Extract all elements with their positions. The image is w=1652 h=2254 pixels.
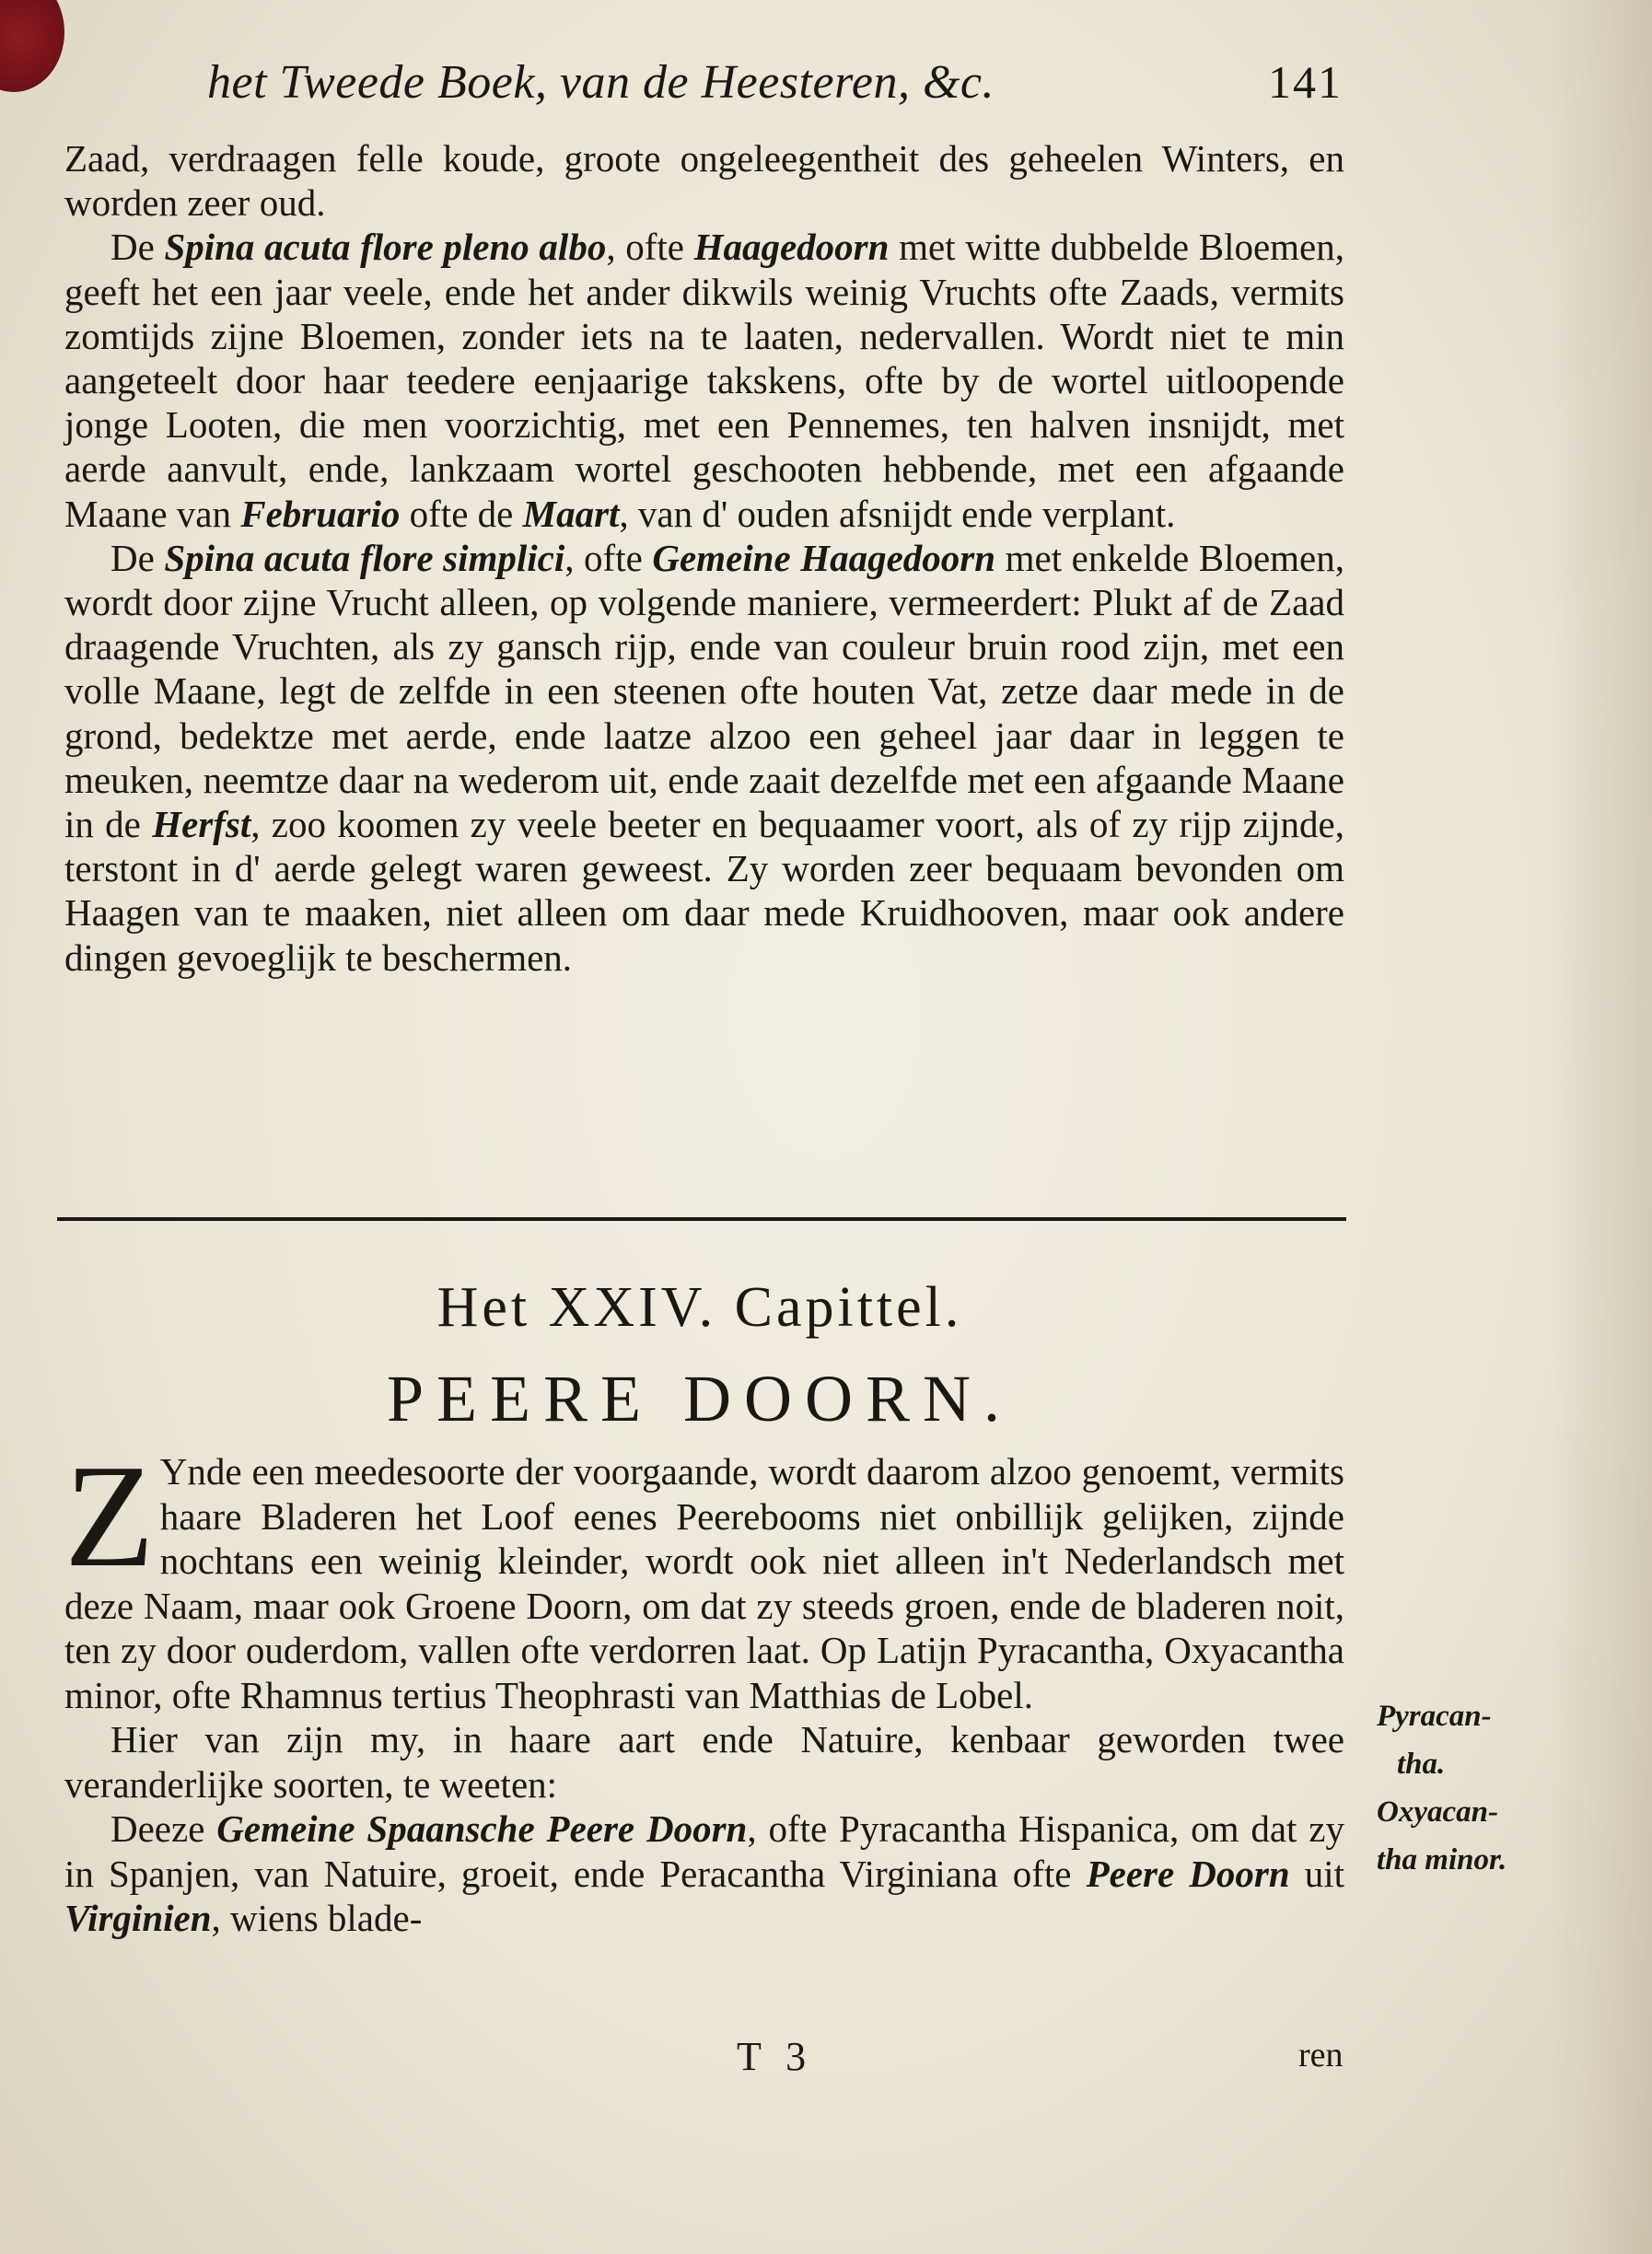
month-name: Maart bbox=[522, 492, 620, 535]
text-run: , ofte Pyracantha Hispanica, om dat zy in Spanjen, van Natuire, groeit, ende Peracantha Virginiana ofte bbox=[64, 1807, 1344, 1895]
text-run: , wiens blade- bbox=[211, 1897, 423, 1939]
text-run: , van d' ouden afsnijdt ende verplant. bbox=[619, 492, 1176, 535]
plant-name: Gemeine Haagedoorn bbox=[652, 536, 996, 579]
chapter-heading: Het XXIV. Capittel. bbox=[436, 1276, 963, 1339]
plant-name: Gemeine Spaansche Peere Doorn bbox=[216, 1807, 748, 1850]
text-run: ofte de bbox=[400, 492, 523, 535]
text-run: De bbox=[111, 226, 165, 269]
text-run: met witte dubbelde Bloemen, geeft het een jaar veele, ende het ander dikwils weinig Vruchts ofte Zaads, vermits zomtijds zijne Bloemen, zonder iets na te laaten, nedervallen. Wordt niet te min aangeteelt door haar teedere eenjaarige takskens, ofte by de wortel uitloopende jonge Looten, die men voorzichtig, met een Pennemes, ten halven insnijdt, met aerde aanvult, ende, lankzaam wortel geschooten hebbende, met een afgaande Maane van bbox=[64, 226, 1344, 535]
page-shadow bbox=[1551, 0, 1652, 2254]
plant-name: Haagedoorn bbox=[693, 226, 890, 269]
marginal-note-line: tha minor. bbox=[1377, 1843, 1507, 1876]
chapter-paragraph-1-text: Ynde een meedesoorte der voorgaande, wordt daarom alzoo genoemt, vermits haare Bladeren het Loof eenes Peerebooms niet onbillijk gelijken, zijnde nochtans een weinig kleinder, wordt ook niet alleen in't Nederlandsch met deze Naam, maar ook Groene Doorn, om dat zy steeds groen, ende de bladeren noit, ten zy door ouderdom, vallen ofte verdorren laat. Op Latijn Pyracantha, Oxyacantha minor, ofte Rhamnus tertius Theophrasti van Matthias de Lobel. bbox=[64, 1450, 1344, 1716]
paragraph-3 bbox=[64, 536, 1344, 980]
chapter-title: PEERE DOORN. bbox=[386, 1362, 1013, 1435]
latin-name: Spina acuta flore pleno albo bbox=[164, 226, 607, 269]
place-name: Virginien bbox=[64, 1897, 212, 1939]
chapter-paragraph-1 bbox=[64, 1434, 1344, 1717]
marginal-note-line: Pyracan- bbox=[1377, 1700, 1492, 1733]
month-name: Februario bbox=[240, 492, 401, 535]
chapter-paragraph-3 bbox=[64, 1807, 1344, 1941]
running-head bbox=[207, 55, 1354, 129]
page-number: 141 bbox=[1268, 56, 1343, 108]
marginal-note-line: Oxyacan- bbox=[1377, 1795, 1498, 1829]
text-run: uit bbox=[1289, 1852, 1344, 1895]
red-tab-marker bbox=[0, 0, 64, 92]
chapter-text bbox=[64, 1434, 1344, 1941]
latin-name: Spina acuta flore simplici bbox=[164, 536, 565, 579]
paragraph-1 bbox=[64, 136, 1344, 225]
chapter-paragraph-2: Hier van zijn my, in haare aart ende Natuire, kenbaar geworden twee veranderlijke soorten, te weeten: bbox=[64, 1718, 1344, 1806]
text-run: , zoo koomen zy veele beeter en bequaamer voort, als of zy rijp zijnde, terstont in d' aerde gelegt waren geweest. Zy worden zeer bequaam bevonden om Haagen van te maaken, niet alleen om daar mede Kruidhooven, maar ook andere dingen gevoeglijk te beschermen. bbox=[64, 803, 1344, 979]
paragraph-1-text: Zaad, verdraagen felle koude, groote ongeleegentheit des geheelen Winters, en worden zeer oud. bbox=[64, 137, 1344, 225]
text-run: , ofte bbox=[564, 536, 653, 579]
marginal-note-line: tha. bbox=[1397, 1748, 1446, 1781]
text-run: , ofte bbox=[606, 226, 694, 269]
catchword: ren bbox=[1298, 2036, 1344, 2074]
text-run: met enkelde Bloemen, wordt door zijne Vrucht alleen, op volgende maniere, vermeerdert: Plukt af de Zaad draagende Vruchten, als zy gansch rijp, ende van couleur bruin rood zijn, met een volle Maane, legt de zelfde in een steenen ofte houten Vat, zetze daar mede in de grond, bedektze met aerde, ende laatze alzoo een geheel jaar daar in leggen te meuken, neemtze daar na wederom uit, ende zaait dezelfde met een afgaande Maane in de bbox=[64, 536, 1344, 846]
drop-cap: Z bbox=[64, 1434, 155, 1598]
section-rule bbox=[57, 1217, 1346, 1221]
text-run: Deeze bbox=[111, 1807, 217, 1850]
text-run: De bbox=[111, 536, 165, 579]
marginal-notes bbox=[1377, 1692, 1570, 1884]
running-title: het Tweede Boek, van de Heesteren, &c. bbox=[207, 56, 995, 109]
signature-mark: T 3 bbox=[737, 2034, 814, 2079]
body-text bbox=[64, 136, 1344, 980]
season-name: Herfst bbox=[152, 803, 251, 846]
plant-name: Peere Doorn bbox=[1086, 1852, 1290, 1895]
paragraph-2 bbox=[64, 225, 1344, 535]
